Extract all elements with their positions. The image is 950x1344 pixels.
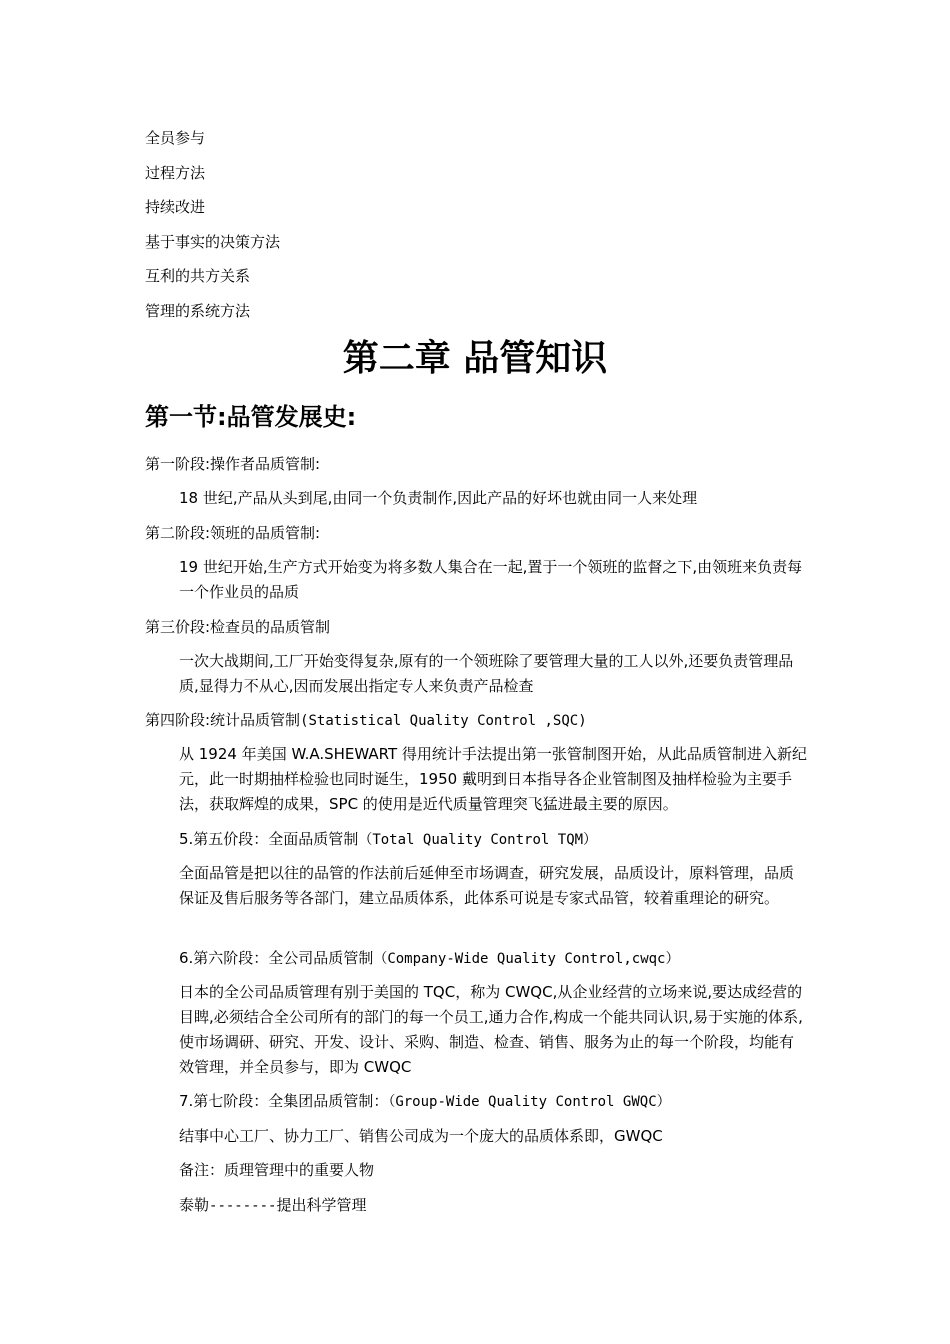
stage-5-body: 全面品管是把以往的品管的作法前后延伸至市场调查，研究发展，品质设计，原料管理，品质保证及售后服务等各部门，建立品质体系，此体系可说是专家式品管，较着重理论的研究。 xyxy=(179,864,795,907)
stage-4-heading-en: (Statistical Quality Control ,SQC) xyxy=(300,713,587,729)
stage-4-body: 从 1924 年美国 W.A.SHEWART 得用统计手法提出第一张管制图开始，从此品质管制进入新纪元，此一时期抽样检验也同时诞生，1950 戴明到日本指导各企业管制图及抽样检验为主要手法，获取辉煌的成果，SPC 的使用是近代质量管理突飞猛进最主要的原因。 xyxy=(179,745,807,813)
stage-7-heading-en: （Group-Wide Quality Control GWQC） xyxy=(388,1094,671,1110)
principle-item: 基于事实的决策方法 xyxy=(145,233,281,251)
stage-5-heading xyxy=(179,829,597,850)
note-line: 备注：质理管理中的重要人物 xyxy=(179,1161,375,1179)
stage-4-heading xyxy=(145,710,587,731)
stage-5-heading-cn: 5.第五价段：全面品质管制 xyxy=(179,830,359,848)
stage-6-heading-cn: 6.第六阶段：全公司品质管制 xyxy=(179,949,374,967)
stage-3-heading: 第三价段:检查员的品质管制 xyxy=(145,618,331,636)
stage-6-heading-en: （Company-Wide Quality Control,cwqc） xyxy=(373,951,680,967)
section-title: 第一节:品管发展史: xyxy=(145,403,357,431)
stage-6-body: 日本的全公司品质管理有别于美国的 TQC，称为 CWQC,从企业经营的立场来说,要达成经营的目睥,必须结合全公司所有的部门的每一个员工,通力合作,构成一个能共同认识,易于实施的体系,使市场调研、研究、开发、设计、采购、制造、检查、销售、服务为止的每一个阶段，均能有效管理，并全员参与，即为 CWQC xyxy=(179,983,803,1076)
stage-7-heading xyxy=(179,1091,671,1112)
stage-6-heading xyxy=(179,948,679,969)
stage-1-body: 18 世纪,产品从头到尾,由同一个负责制作,因此产品的好坏也就由同一人来处理 xyxy=(179,489,698,507)
taylor-name: 泰勒 xyxy=(179,1196,210,1214)
chapter-title: 第二章 品管知识 xyxy=(342,338,608,379)
principle-item: 管理的系统方法 xyxy=(145,302,251,320)
taylor-desc: 提出科学管理 xyxy=(276,1196,367,1214)
taylor-dashes: -------- xyxy=(209,1198,277,1214)
principle-item: 互利的共方关系 xyxy=(145,267,251,285)
stage-3-body: 一次大战期间,工厂开始变得复杂,原有的一个领班除了要管理大量的工人以外,还要负责管理品质,显得力不从心,因而发展出指定专人来负责产品检查 xyxy=(179,652,794,695)
stage-7-heading-cn: 7.第七阶段：全集团品质管制： xyxy=(179,1092,389,1110)
stage-1-heading: 第一阶段:操作者品质管制: xyxy=(145,455,321,473)
stage-5-heading-en: （Total Quality Control TQM） xyxy=(358,832,598,848)
stage-4-heading-cn: 第四阶段:统计品质管制 xyxy=(145,711,301,729)
stage-2-heading: 第二阶段:领班的品质管制: xyxy=(145,524,321,542)
stage-2-body: 19 世纪开始,生产方式开始变为将多数人集合在一起,置于一个领班的监督之下,由领班来负责每一个作业员的品质 xyxy=(179,558,803,601)
principle-item: 持续改进 xyxy=(145,198,206,216)
principle-item: 过程方法 xyxy=(145,164,206,182)
taylor-line xyxy=(179,1195,366,1216)
principle-item: 全员参与 xyxy=(145,129,206,147)
stage-7-body: 结事中心工厂、协力工厂、销售公司成为一个庞大的品质体系即，GWQC xyxy=(179,1127,663,1145)
